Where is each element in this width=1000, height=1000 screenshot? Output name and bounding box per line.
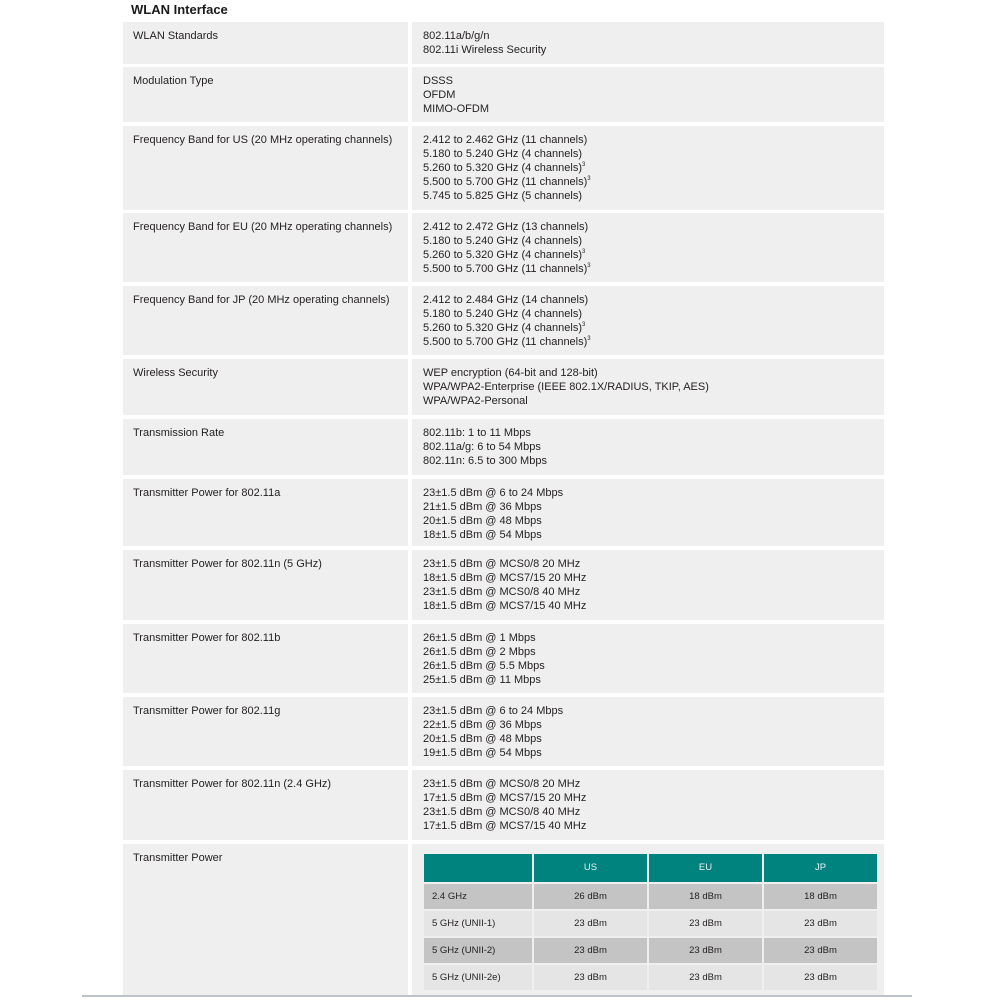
spec-label: Wireless Security [123, 359, 408, 415]
value-text: 2.412 to 2.484 GHz (14 channels) [423, 294, 589, 306]
spec-value [412, 126, 884, 210]
value-line: 17±1.5 dBm @ MCS7/15 40 MHz [423, 820, 587, 832]
value-cell: 23 dBm [649, 911, 762, 936]
spec-value [412, 359, 884, 415]
power-table-row [424, 965, 877, 990]
value-line: 23±1.5 dBm @ MCS0/8 20 MHz [423, 778, 581, 790]
value-line: 18±1.5 dBm @ MCS7/15 20 MHz [423, 572, 587, 584]
footnote-marker: 3 [581, 162, 586, 168]
value-line: 23±1.5 dBm @ 6 to 24 Mbps [423, 705, 564, 717]
value-line [423, 147, 873, 161]
value-cell: 23 dBm [764, 965, 877, 990]
value-line [423, 175, 873, 189]
value-line [423, 220, 873, 234]
band-cell: 2.4 GHz [424, 884, 532, 909]
value-line: DSSS [423, 75, 453, 87]
value-text: 2.412 to 2.462 GHz (11 channels) [423, 134, 588, 146]
power-table-row [424, 911, 877, 936]
bottom-divider [82, 995, 912, 997]
value-cell: 23 dBm [649, 965, 762, 990]
value-line: 23±1.5 dBm @ 6 to 24 Mbps [423, 487, 564, 499]
spec-row-modulation-type [123, 67, 884, 122]
value-line [423, 262, 873, 276]
spec-label: Modulation Type [123, 67, 408, 122]
value-text: 5.500 to 5.700 GHz (11 channels) [423, 336, 588, 348]
spec-row-tx-power-80211a [123, 479, 884, 546]
power-table-header [424, 854, 877, 882]
footnote-marker: 3 [587, 336, 591, 342]
value-cell: 18 dBm [649, 884, 762, 909]
spec-row-tx-power-80211g [123, 697, 884, 766]
value-text: 5.260 to 5.320 GHz (4 channels) [423, 249, 582, 261]
value-text: 2.412 to 2.472 GHz (13 channels) [423, 221, 589, 233]
spec-row-wlan-standards [123, 22, 884, 64]
band-cell: 5 GHz (UNII-1) [424, 911, 532, 936]
spec-label: Transmitter Power [123, 844, 408, 995]
value-line: 802.11a/b/g/n [423, 30, 490, 42]
spec-label: Frequency Band for EU (20 MHz operating channels) [123, 213, 408, 282]
value-text: 5.260 to 5.320 GHz (4 channels) [423, 322, 582, 334]
power-table-row [424, 884, 877, 909]
power-table-row [424, 938, 877, 963]
spec-value [412, 770, 884, 840]
spec-label: Frequency Band for US (20 MHz operating channels) [123, 126, 408, 210]
footnote-marker: 3 [581, 249, 586, 255]
value-line: 802.11i Wireless Security [423, 44, 547, 56]
header-cell-us: US [534, 854, 647, 882]
spec-row-tx-power-80211n-5ghz [123, 550, 884, 620]
footnote-marker: 3 [587, 176, 591, 182]
spec-value [412, 479, 884, 546]
value-text: 5.500 to 5.700 GHz (11 channels) [423, 176, 588, 188]
value-line [423, 189, 873, 203]
value-line [423, 161, 873, 175]
value-line: WPA/WPA2-Enterprise (IEEE 802.1X/RADIUS, TKIP, AES) [423, 381, 709, 393]
spec-label: Frequency Band for JP (20 MHz operating channels) [123, 286, 408, 355]
value-line: 26±1.5 dBm @ 5.5 Mbps [423, 660, 545, 672]
spec-row-tx-power-80211n-24ghz [123, 770, 884, 840]
spec-row-transmission-rate [123, 419, 884, 475]
value-line: OFDM [423, 89, 456, 101]
value-line [423, 248, 873, 262]
value-cell: 23 dBm [649, 938, 762, 963]
spec-value [412, 550, 884, 620]
value-text: 5.180 to 5.240 GHz (4 channels) [423, 235, 582, 247]
spec-row-frequency-us [123, 126, 884, 210]
value-line: 18±1.5 dBm @ 54 Mbps [423, 529, 542, 541]
value-line: 23±1.5 dBm @ MCS0/8 40 MHz [423, 806, 581, 818]
spec-label: Transmitter Power for 802.11b [123, 624, 408, 693]
header-cell-eu: EU [649, 854, 762, 882]
spec-value [412, 213, 884, 282]
value-line: 20±1.5 dBm @ 48 Mbps [423, 515, 542, 527]
value-line: 22±1.5 dBm @ 36 Mbps [423, 719, 542, 731]
value-text: 5.260 to 5.320 GHz (4 channels) [423, 162, 582, 174]
spec-label: Transmitter Power for 802.11g [123, 697, 408, 766]
spec-row-transmitter-power [123, 844, 884, 995]
value-line: MIMO-OFDM [423, 103, 489, 115]
spec-value [412, 419, 884, 475]
value-line: 19±1.5 dBm @ 54 Mbps [423, 747, 542, 759]
value-line [423, 321, 873, 335]
value-line: 23±1.5 dBm @ MCS0/8 20 MHz [423, 558, 581, 570]
spec-value [412, 286, 884, 355]
spec-row-frequency-jp [123, 286, 884, 355]
value-line: WPA/WPA2-Personal [423, 395, 528, 407]
value-line: 23±1.5 dBm @ MCS0/8 40 MHz [423, 586, 581, 598]
value-cell: 18 dBm [764, 884, 877, 909]
value-text: 5.500 to 5.700 GHz (11 channels) [423, 263, 588, 275]
value-text: 5.180 to 5.240 GHz (4 channels) [423, 308, 582, 320]
value-line: 26±1.5 dBm @ 1 Mbps [423, 632, 536, 644]
value-line: 802.11n: 6.5 to 300 Mbps [423, 455, 547, 467]
value-cell: 26 dBm [534, 884, 647, 909]
spec-label: Transmission Rate [123, 419, 408, 475]
value-text: 5.180 to 5.240 GHz (4 channels) [423, 148, 582, 160]
value-line [423, 133, 873, 147]
value-line: 802.11a/g: 6 to 54 Mbps [423, 441, 541, 453]
footnote-marker: 3 [581, 322, 586, 328]
transmitter-power-table [422, 852, 879, 992]
value-line: WEP encryption (64-bit and 128-bit) [423, 367, 598, 379]
spec-label: WLAN Standards [123, 22, 408, 64]
spec-label: Transmitter Power for 802.11a [123, 479, 408, 546]
value-line: 802.11b: 1 to 11 Mbps [423, 427, 531, 439]
value-cell: 23 dBm [534, 965, 647, 990]
spec-value [412, 844, 884, 995]
value-line [423, 234, 873, 248]
value-text: 5.745 to 5.825 GHz (5 channels) [423, 190, 582, 202]
value-cell: 23 dBm [764, 938, 877, 963]
value-line: 26±1.5 dBm @ 2 Mbps [423, 646, 536, 658]
value-line: 20±1.5 dBm @ 48 Mbps [423, 733, 542, 745]
band-cell: 5 GHz (UNII-2e) [424, 965, 532, 990]
value-line [423, 293, 873, 307]
spec-value [412, 624, 884, 693]
spec-value [412, 22, 884, 64]
value-line [423, 335, 873, 349]
footnote-marker: 3 [587, 263, 591, 269]
value-cell: 23 dBm [764, 911, 877, 936]
value-line: 21±1.5 dBm @ 36 Mbps [423, 501, 542, 513]
header-cell-jp: JP [764, 854, 877, 882]
value-line: 25±1.5 dBm @ 11 Mbps [423, 674, 541, 686]
spec-label: Transmitter Power for 802.11n (2.4 GHz) [123, 770, 408, 840]
value-cell: 23 dBm [534, 938, 647, 963]
spec-row-wireless-security [123, 359, 884, 415]
spec-value [412, 67, 884, 122]
band-cell: 5 GHz (UNII-2) [424, 938, 532, 963]
spec-label: Transmitter Power for 802.11n (5 GHz) [123, 550, 408, 620]
spec-value [412, 697, 884, 766]
value-line: 17±1.5 dBm @ MCS7/15 20 MHz [423, 792, 587, 804]
spec-row-frequency-eu [123, 213, 884, 282]
spec-row-tx-power-80211b [123, 624, 884, 693]
value-cell: 23 dBm [534, 911, 647, 936]
section-title: WLAN Interface [131, 2, 228, 17]
header-cell [424, 854, 532, 882]
value-line: 18±1.5 dBm @ MCS7/15 40 MHz [423, 600, 587, 612]
value-line [423, 307, 873, 321]
